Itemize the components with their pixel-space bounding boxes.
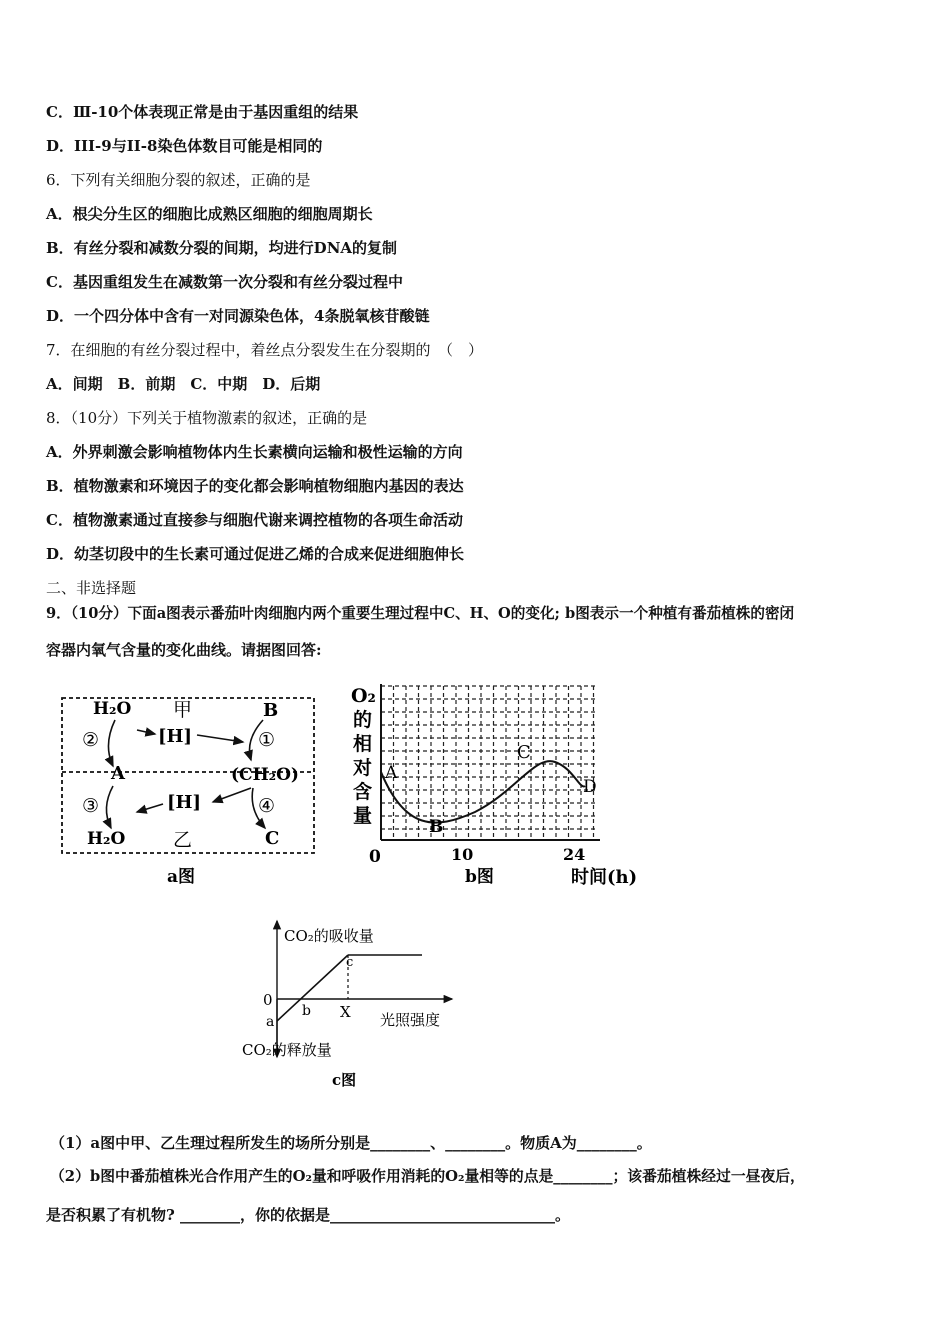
arrow-ch2o-to-h: [213, 788, 251, 802]
question-8-stem: 8．（10分）下列关于植物激素的叙述，正确的是: [46, 409, 368, 427]
h2o-top-label: H₂O: [93, 699, 132, 719]
sub-question-2-line-1: （2）b图中番茄植株光合作用产生的O₂量和呼吸作用消耗的O₂量相等的点是________；该番茄植株经过一昼夜后，: [50, 1168, 805, 1185]
sub-question-1: （1）a图中甲、乙生理过程所发生的场所分别是________、________。物质A为________。: [50, 1134, 652, 1152]
option-d-q8: D．幼茎切段中的生长素可通过促进乙烯的合成来促进细胞伸长: [46, 545, 465, 563]
arrow-h2o-to-h: [137, 730, 155, 734]
option-a-q6: A．根尖分生区的细胞比成熟区细胞的细胞周期长: [46, 205, 373, 223]
zero-label: 0: [263, 991, 273, 1009]
figure-c: [240, 915, 480, 1095]
tick-24: 24: [563, 845, 586, 864]
arrow-h-to-a: [137, 804, 163, 812]
y-label-bottom: CO₂的释放量: [242, 1041, 332, 1059]
point-b: B: [429, 817, 444, 837]
jia-label: 甲: [173, 699, 193, 721]
circle-4-label: ④: [258, 795, 276, 817]
figure-c-caption: c图: [332, 1071, 357, 1089]
y-label-top: CO₂的吸收量: [284, 927, 374, 945]
question-7-stem: 7．在细胞的有丝分裂过程中，着丝点分裂发生在分裂期的 （ ）: [46, 341, 484, 359]
arrow-h-to-ch2o: [197, 735, 243, 742]
b-label: B: [263, 700, 279, 721]
h-top-label: [H]: [158, 726, 193, 747]
c-label: C: [265, 828, 280, 849]
figure-b-caption: b图: [465, 867, 494, 887]
option-a-q8: A．外界刺激会影响植物体内生长素横向运输和极性运输的方向: [46, 443, 463, 461]
option-c-q8: C．植物激素通过直接参与细胞代谢来调控植物的各项生命活动: [46, 511, 463, 529]
point-c: C: [517, 742, 531, 763]
ylabel-char: 对: [353, 757, 373, 779]
option-c-q6: C．基因重组发生在减数第一次分裂和有丝分裂过程中: [46, 273, 403, 291]
ylabel-char: 含: [353, 781, 373, 803]
arrow-a-to-h2o: [106, 786, 113, 828]
x-axis-label: 光照强度: [380, 1011, 441, 1029]
o2-curve: [381, 761, 585, 822]
ylabel-char: 相: [353, 733, 373, 755]
option-d-q6: D．一个四分体中含有一对同源染色体，4条脱氧核苷酸链: [46, 307, 430, 325]
question-6-stem: [46, 170, 311, 190]
question-9-stem-1: 9．（10分）下面a图表示番茄叶肉细胞内两个重要生理过程中C、H、O的变化; b图表示一个种植有番茄植株的密闭: [46, 605, 795, 622]
co2-line: [277, 955, 348, 1021]
b-label: b: [302, 1003, 311, 1019]
yi-label: 乙: [173, 829, 193, 851]
x-label: X: [340, 1003, 351, 1021]
section-heading: 二、非选择题: [46, 579, 137, 597]
options-q7: A．间期 B．前期 C．中期 D．后期: [46, 375, 321, 393]
sub-question-2-line-2: 是否积累了有机物? ________，你的依据是______________________________。: [46, 1206, 571, 1224]
h2o-bottom-label: H₂O: [87, 829, 126, 849]
a-label: A: [111, 763, 125, 784]
figure-a: [55, 690, 325, 890]
ylabel-char: O₂: [351, 685, 376, 707]
y-axis-label: [351, 685, 376, 827]
option-b-q8: B．植物激素和环境因子的变化都会影响植物细胞内基因的表达: [46, 477, 464, 495]
tick-0: 0: [369, 847, 381, 867]
option-b-q6: B．有丝分裂和减数分裂的间期，均进行DNA的复制: [46, 239, 398, 257]
question-9-stem-2: 容器内氧气含量的变化曲线。请据图回答:: [46, 641, 322, 659]
point-a: A: [385, 763, 398, 783]
c-label: c: [346, 955, 354, 970]
question-6-text: 6．下列有关细胞分裂的叙述，正确的是: [46, 171, 311, 189]
x-axis-label: 时间(h): [571, 867, 638, 888]
circle-1-label: ①: [258, 729, 276, 751]
ylabel-char: 的: [353, 709, 373, 731]
ylabel-char: 量: [353, 805, 373, 827]
h-bottom-label: [H]: [167, 792, 202, 813]
a-label: a: [266, 1014, 275, 1030]
option-d-q5: D．III-9与II-8染色体数目可能是相同的: [46, 137, 323, 155]
figure-a-caption: a图: [167, 867, 196, 887]
tick-10: 10: [451, 845, 474, 864]
figure-b: [345, 680, 665, 890]
option-c-q5: C．Ⅲ-10个体表现正常是由于基因重组的结果: [46, 103, 359, 121]
ch2o-label: (CH₂O): [231, 765, 299, 785]
arrow-h2o-to-a: [108, 720, 115, 766]
point-d: D: [583, 777, 597, 797]
circle-2-label: ②: [82, 729, 100, 751]
circle-3-label: ③: [82, 795, 100, 817]
